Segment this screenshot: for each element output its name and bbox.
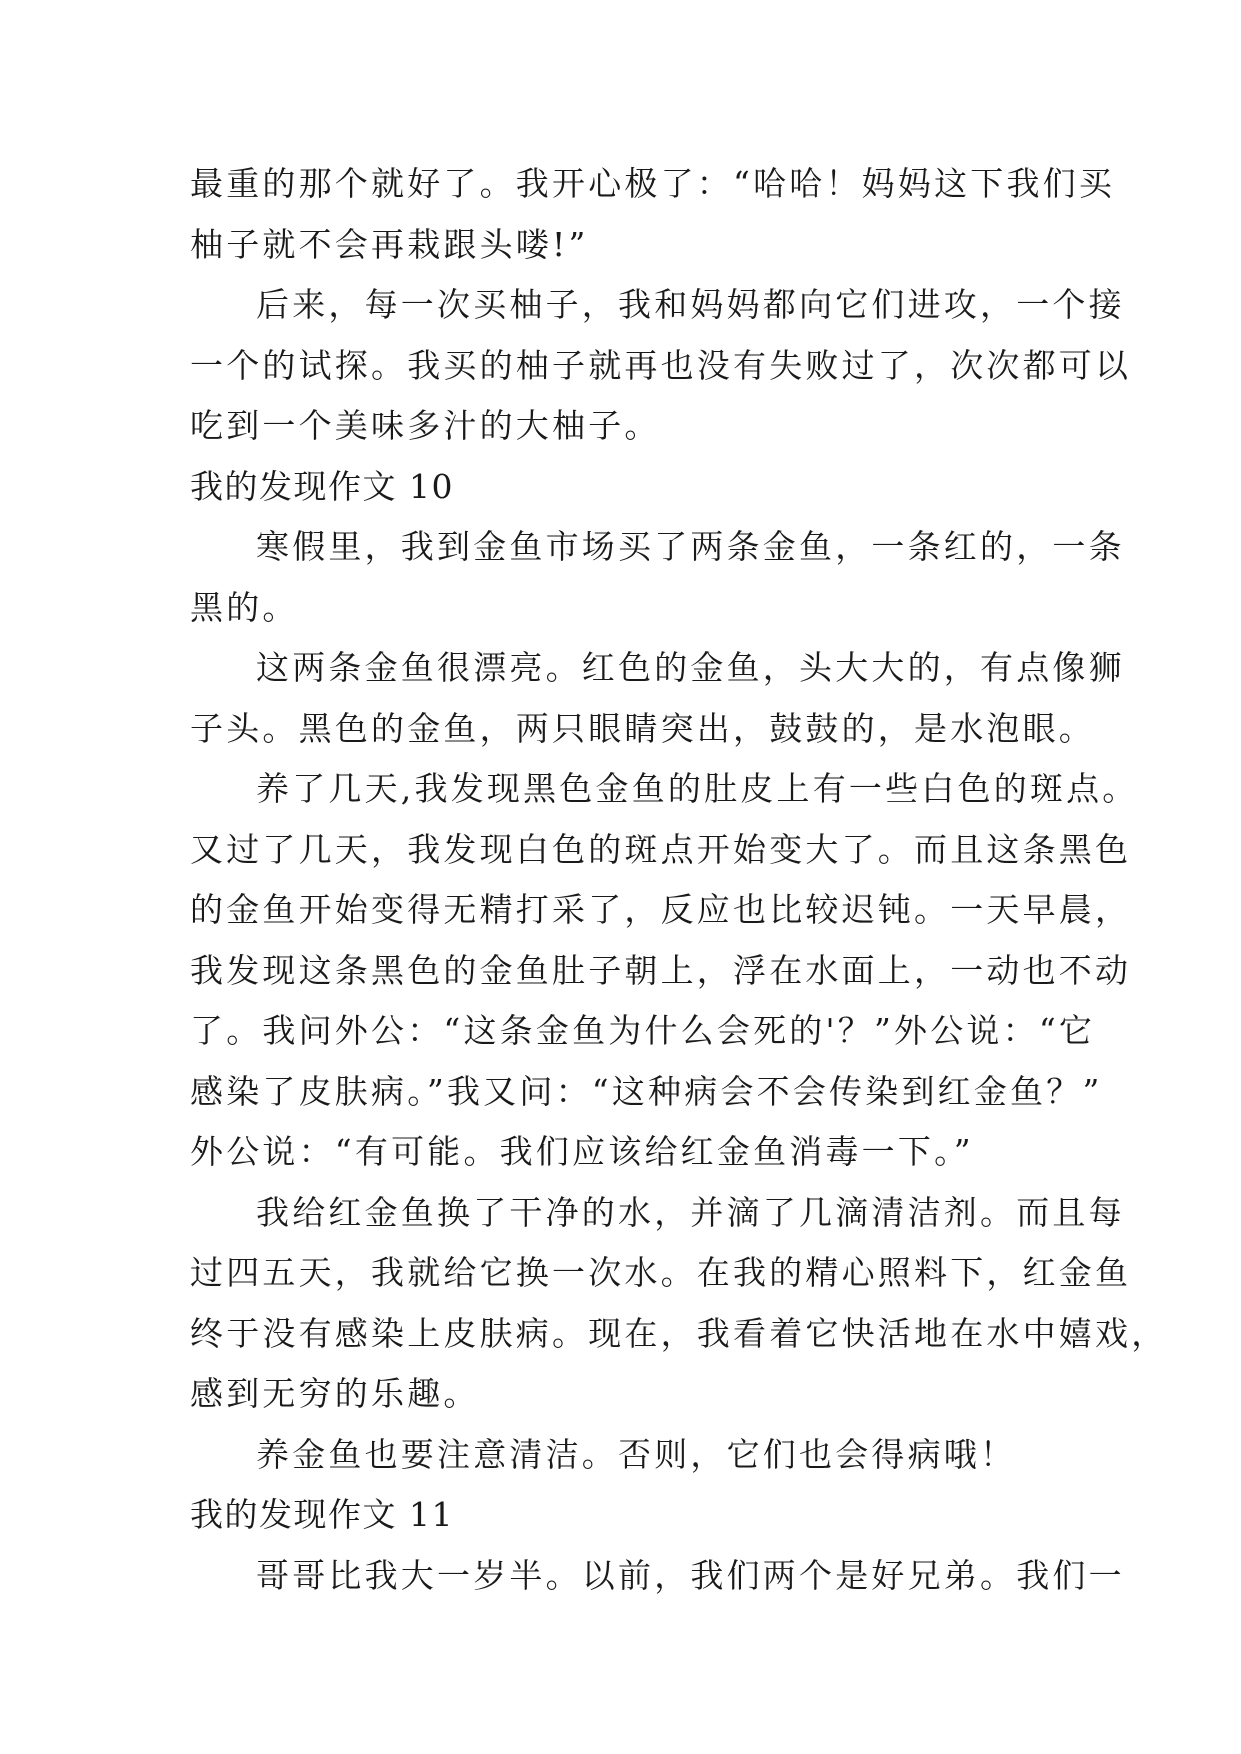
text-line: 养金鱼也要注意清洁。否则，它们也会得病哦！ — [256, 1434, 1017, 1474]
text-line: 寒假里，我到金鱼市场买了两条金鱼，一条红的，一条 — [256, 527, 1125, 566]
text-line: 感染了皮肤病。”我又问：“这种病会不会传染到红金鱼？” — [190, 1071, 1103, 1111]
text-line: 了。我问外公：“这条金鱼为什么会死的'？”外公说：“它 — [190, 1011, 1096, 1050]
text-line: 这两条金鱼很漂亮。红色的金鱼，头大大的，有点像狮 — [256, 648, 1125, 687]
text-line: 终于没有感染上皮肤病。现在，我看着它快活地在水中嬉戏， — [190, 1313, 1168, 1353]
text-line: 子头。黑色的金鱼，两只眼睛突出，鼓鼓的，是水泡眼。 — [190, 708, 1095, 748]
text-line: 感到无穷的乐趣。 — [190, 1374, 480, 1413]
text-line: 我给红金鱼换了干净的水，并滴了几滴清洁剂。而且每 — [256, 1192, 1125, 1232]
text-line: 过四五天，我就给它换一次水。在我的精心照料下，红金鱼 — [190, 1253, 1132, 1292]
text-line: 后来，每一次买柚子，我和妈妈都向它们进攻，一个接 — [256, 285, 1125, 324]
document-page — [190, 154, 1168, 1606]
section-heading: 我的发现作文 10 — [190, 466, 454, 506]
text-line: 外公说：“有可能。我们应该给红金鱼消毒一下。” — [190, 1132, 974, 1171]
text-line: 吃到一个美味多汁的大柚子。 — [190, 406, 661, 445]
text-line: 最重的那个就好了。我开心极了：“哈哈！妈妈这下我们买 — [190, 164, 1116, 203]
section-heading: 我的发现作文 11 — [190, 1495, 454, 1534]
text-line: 黑的。 — [190, 587, 299, 627]
text-line: 我发现这条黑色的金鱼肚子朝上，浮在水面上，一动也不动 — [190, 950, 1132, 990]
text-line: 一个的试探。我买的柚子就再也没有失败过了，次次都可以 — [190, 345, 1132, 385]
text-line: 的金鱼开始变得无精打采了，反应也比较迟钝。一天早晨， — [190, 890, 1132, 929]
text-line: 又过了几天，我发现白色的斑点开始变大了。而且这条黑色 — [190, 829, 1132, 869]
text-line: 哥哥比我大一岁半。以前，我们两个是好兄弟。我们一 — [256, 1555, 1125, 1595]
text-line: 柚子就不会再栽跟头喽!” — [190, 224, 589, 264]
text-line: 养了几天,我发现黑色金鱼的肚皮上有一些白色的斑点。 — [256, 769, 1139, 808]
